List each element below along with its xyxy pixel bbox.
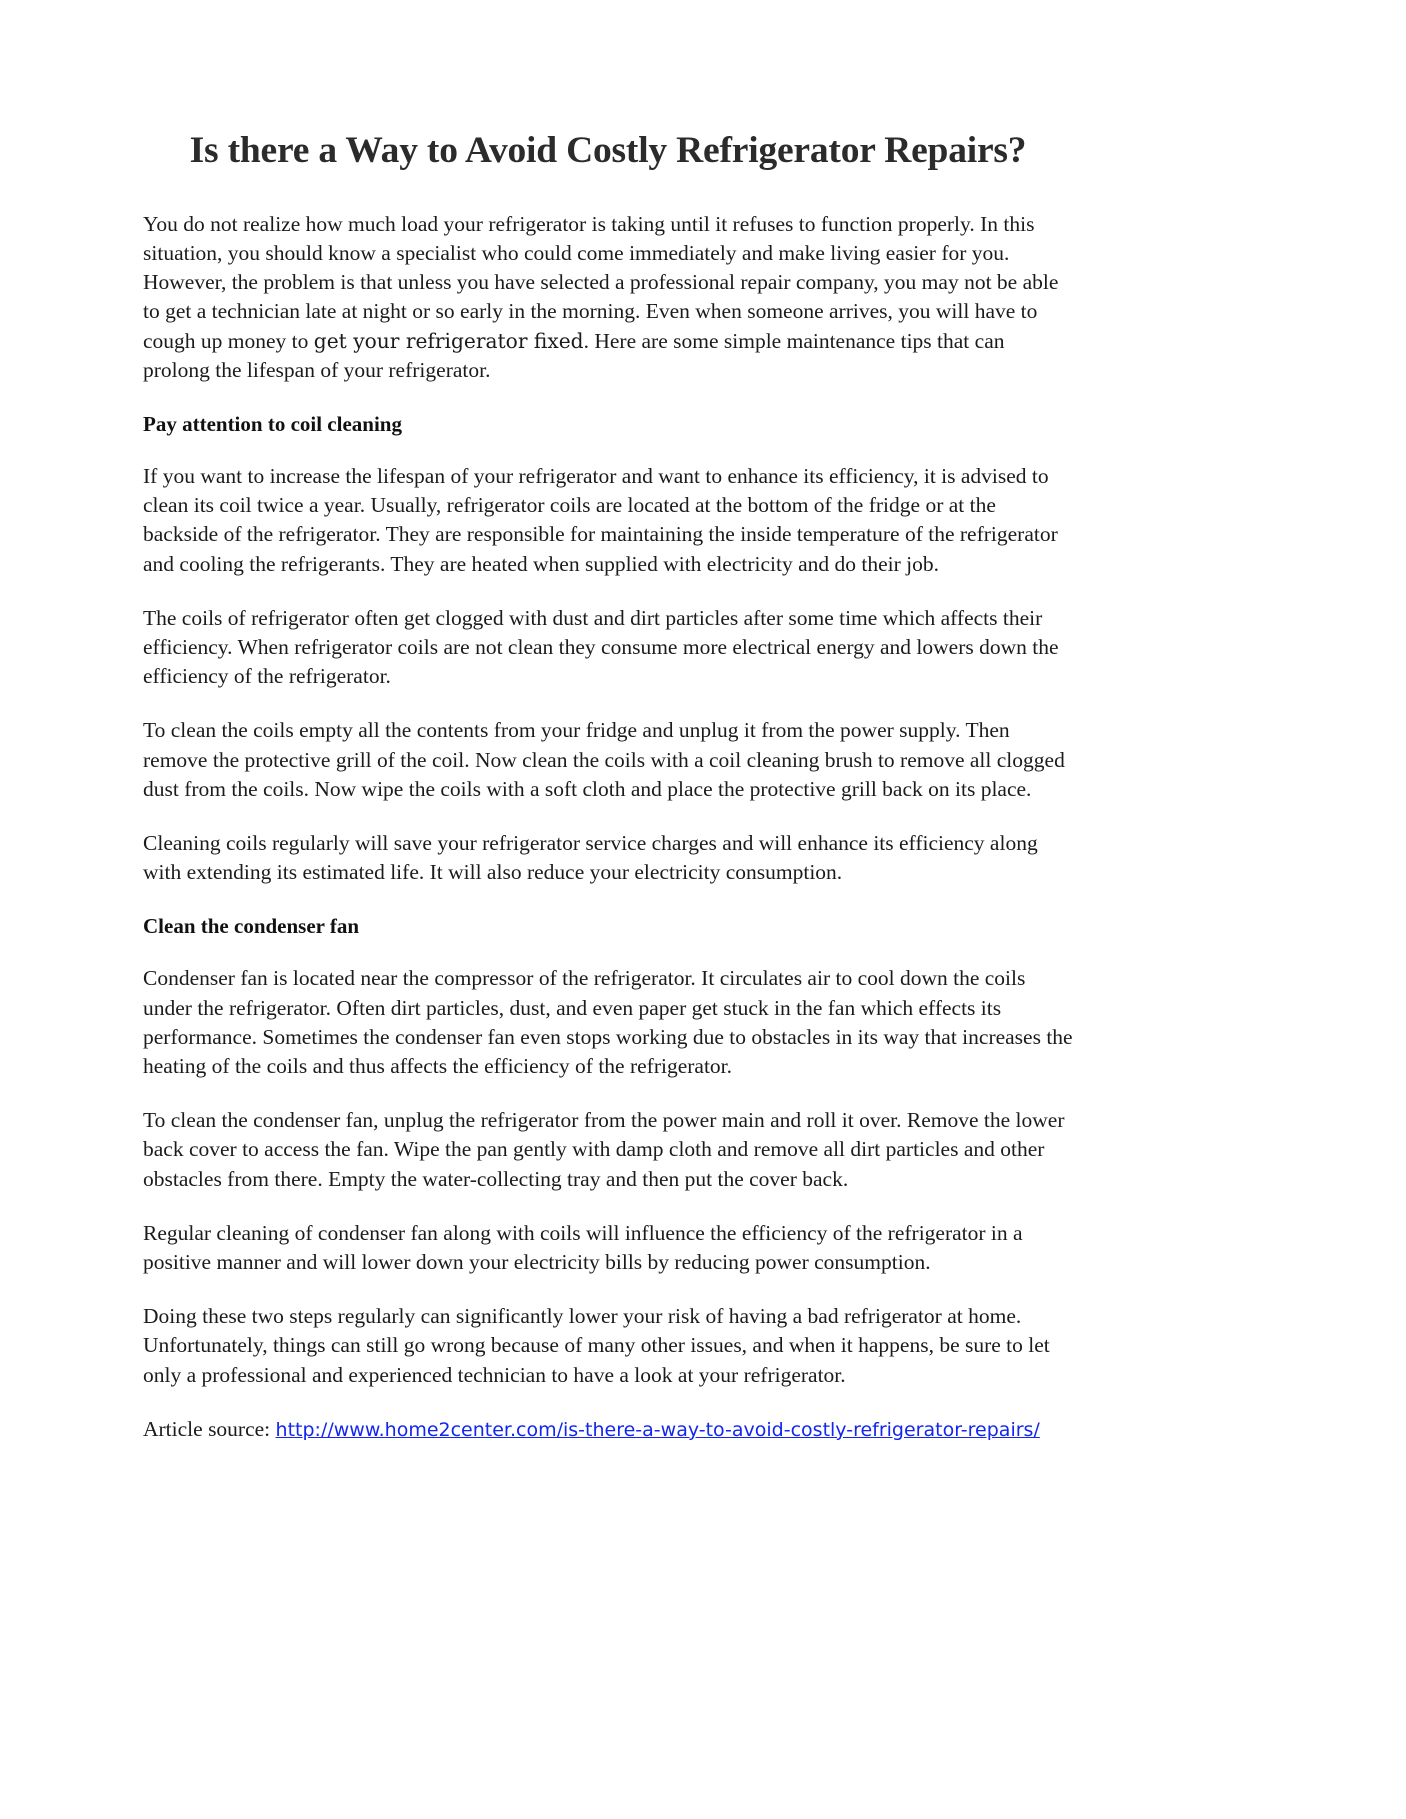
- intro-text-part-1: You do not realize how much load your refrigerator is taking until it refuses to function properly. In this situation, you should know a specialist who could come immediately and make living easier for you. However, the problem is that unless you have selected a professional repair company, you may not be able to get a technician late at night or so early in the morning. Even when someone arrives, you will have to cough up money to: [143, 211, 1059, 353]
- intro-emphasis-phrase: get your refrigerator fixed: [313, 328, 584, 353]
- paragraph: Cleaning coils regularly will save your refrigerator service charges and will enhance its efficiency along with extending its estimated life. It will also reduce your electricity consumption.: [143, 831, 1038, 885]
- paragraph: The coils of refrigerator often get clogged with dust and dirt particles after some time which affects their efficiency. When refrigerator coils are not clean they consume more electrical energy and lowers down the efficiency of the refrigerator.: [143, 605, 1059, 689]
- section-heading-coil-cleaning: Pay attention to coil cleaning: [143, 411, 402, 436]
- paragraph: To clean the condenser fan, unplug the refrigerator from the power main and roll it over. Remove the lower back cover to access the fan. Wipe the pan gently with damp cloth and remove all dirt particles and other obstacles from there. Empty the water-collecting tray and then put the cover back.: [143, 1108, 1065, 1191]
- article-source-label: Article source:: [143, 1416, 276, 1441]
- intro-text-part-2: . Here are some simple maintenance tips that can prolong the lifespan of your refrigerator.: [143, 328, 1005, 382]
- paragraph: Doing these two steps regularly can significantly lower your risk of having a bad refrigerator at home. Unfortunately, things can still go wrong because of many other issues, and when it happens, be sure to let only a professional and experienced technician to have a look at your refrigerator.: [143, 1304, 1050, 1387]
- article-source-line: [143, 1415, 1073, 1445]
- document-body: [143, 128, 1073, 1445]
- article-source-link[interactable]: http://www.home2center.com/is-there-a-way-to-avoid-costly-refrigerator-repairs/: [275, 1418, 1040, 1441]
- paragraph: If you want to increase the lifespan of your refrigerator and want to enhance its efficiency, it is advised to clean its coil twice a year. Usually, refrigerator coils are located at the bottom of the fridge or at the backside of the refrigerator. They are responsible for maintaining the inside temperature of the refrigerator and cooling the refrigerants. They are heated when supplied with electricity and do their job.: [143, 463, 1058, 576]
- paragraph: Regular cleaning of condenser fan along with coils will influence the efficiency of the refrigerator in a positive manner and will lower down your electricity bills by reducing power consumption.: [143, 1220, 1023, 1275]
- intro-paragraph: [143, 210, 1073, 385]
- page-title: Is there a Way to Avoid Costly Refrigerator Repairs?: [189, 130, 1027, 171]
- paragraph: Condenser fan is located near the compressor of the refrigerator. It circulates air to cool down the coils under the refrigerator. Often dirt particles, dust, and even paper get stuck in the fan which effects its performance. Sometimes the condenser fan even stops working due to obstacles in its way that increases the heating of the coils and thus affects the efficiency of the refrigerator.: [143, 966, 1073, 1079]
- paragraph: To clean the coils empty all the contents from your fridge and unplug it from the power supply. Then remove the protective grill of the coil. Now clean the coils with a coil cleaning brush to remove all clogged dust from the coils. Now wipe the coils with a soft cloth and place the protective grill back on its place.: [143, 718, 1065, 801]
- section-heading-condenser-fan: Clean the condenser fan: [143, 914, 360, 939]
